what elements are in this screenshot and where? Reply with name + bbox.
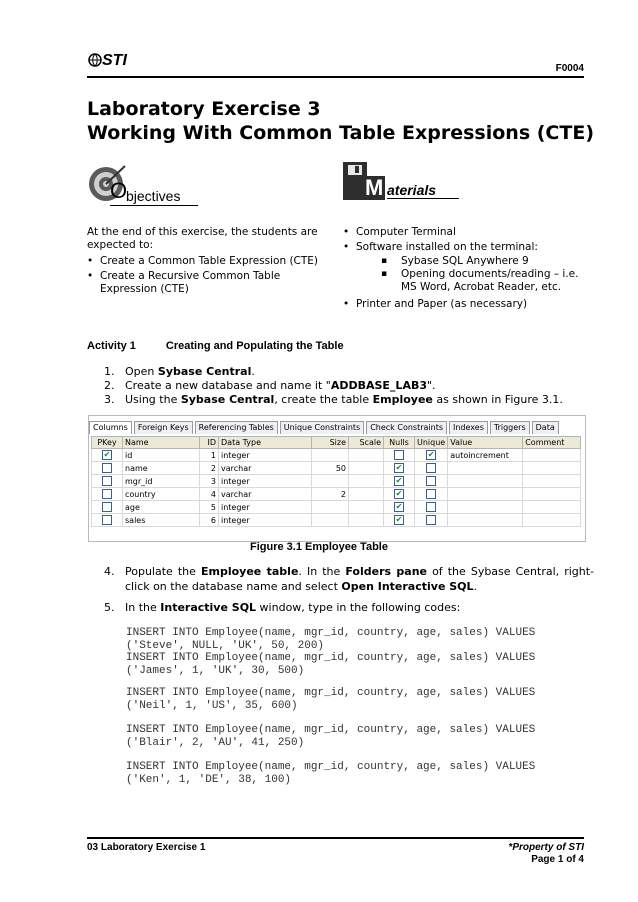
col-header-unique[interactable]: Unique bbox=[415, 437, 448, 449]
step-text: of the Sybase Central, right-click on the database name and select bbox=[125, 565, 595, 593]
footer-page-number: Page 1 of 4 bbox=[531, 854, 584, 865]
col-header-comment[interactable]: Comment bbox=[523, 437, 581, 449]
cell-data-type: integer bbox=[219, 449, 312, 462]
col-header-scale[interactable]: Scale bbox=[349, 437, 384, 449]
col-header-id[interactable]: ID bbox=[200, 437, 219, 449]
objective-item: • Create a Recursive Common Table Expression (CTE) bbox=[87, 270, 327, 296]
code-block: INSERT INTO Employee(name, mgr_id, country, age, sales) VALUES ('Neil', 1, 'US', 35, 600) bbox=[126, 687, 536, 712]
nulls-cell bbox=[384, 488, 415, 501]
step-item bbox=[104, 393, 594, 406]
cell-scale bbox=[349, 449, 384, 462]
cell-data-type: integer bbox=[219, 475, 312, 488]
cell-value: autoincrement bbox=[448, 449, 523, 462]
grid-row[interactable] bbox=[92, 462, 581, 475]
cell-name: mgr_id bbox=[123, 475, 200, 488]
nulls-checkbox[interactable]: ✔ bbox=[395, 515, 403, 524]
cell-id: 4 bbox=[200, 488, 219, 501]
footer-left: 03 Laboratory Exercise 1 bbox=[87, 842, 206, 853]
step-bold: Employee bbox=[372, 393, 433, 406]
objectives-section bbox=[87, 226, 327, 298]
nulls-checkbox[interactable]: ✔ bbox=[395, 489, 403, 498]
pkey-cell bbox=[92, 501, 123, 514]
pkey-cell bbox=[92, 462, 123, 475]
nulls-cell bbox=[384, 449, 415, 462]
activity-heading bbox=[87, 340, 344, 352]
footer-rule bbox=[87, 837, 584, 839]
unique-cell bbox=[415, 501, 448, 514]
cell-size bbox=[312, 449, 349, 462]
unique-checkbox[interactable]: ✔ bbox=[427, 450, 435, 459]
material-item-label: Software installed on the terminal: bbox=[356, 241, 538, 253]
cell-size bbox=[312, 514, 349, 527]
activity-title: Creating and Populating the Table bbox=[165, 340, 344, 352]
step-text: Populate the bbox=[125, 565, 201, 578]
header-rule bbox=[87, 76, 584, 78]
step-text: . bbox=[251, 365, 255, 378]
step-number: 5. bbox=[104, 601, 115, 614]
steps-list bbox=[104, 365, 594, 407]
step-bold: Folders pane bbox=[345, 565, 428, 578]
grid-header-row bbox=[92, 437, 581, 449]
objective-item: • Create a Common Table Expression (CTE) bbox=[87, 255, 327, 268]
material-item: • Computer Terminal bbox=[343, 226, 588, 239]
logo-text: STI bbox=[102, 52, 127, 69]
step-text: Using the bbox=[125, 393, 181, 406]
unique-cell bbox=[415, 462, 448, 475]
code-block: INSERT INTO Employee(name, mgr_id, country, age, sales) VALUES ('Ken', 1, 'DE', 38, 100) bbox=[126, 761, 536, 786]
step-4 bbox=[104, 564, 594, 594]
cell-size bbox=[312, 475, 349, 488]
col-header-name[interactable]: Name bbox=[123, 437, 200, 449]
objectives-underline bbox=[110, 205, 198, 206]
pkey-checkbox[interactable]: ✔ bbox=[103, 450, 111, 459]
step-text: Create a new database and name it " bbox=[125, 379, 331, 392]
unique-checkbox[interactable] bbox=[426, 515, 436, 525]
cell-id: 5 bbox=[200, 501, 219, 514]
material-sub-item: ▪ Opening documents/reading – i.e. MS Word, Acrobat Reader, etc. bbox=[343, 268, 588, 294]
cell-comment bbox=[523, 501, 581, 514]
figure-caption: Figure 3.1 Employee Table bbox=[250, 541, 388, 553]
materials-heading bbox=[343, 162, 461, 200]
step-text: , create the table bbox=[274, 393, 373, 406]
pkey-checkbox[interactable] bbox=[102, 489, 112, 499]
nulls-cell bbox=[384, 475, 415, 488]
tab-unique-constraints[interactable]: Unique Constraints bbox=[280, 421, 364, 434]
cell-name: id bbox=[123, 449, 200, 462]
cell-id: 1 bbox=[200, 449, 219, 462]
nulls-cell bbox=[384, 501, 415, 514]
col-header-data-type[interactable]: Data Type bbox=[219, 437, 312, 449]
unique-checkbox[interactable] bbox=[426, 463, 436, 473]
objectives-heading bbox=[88, 162, 198, 207]
grid-row[interactable] bbox=[92, 501, 581, 514]
page-title bbox=[87, 97, 594, 145]
grid-row[interactable] bbox=[92, 488, 581, 501]
unique-checkbox[interactable] bbox=[426, 489, 436, 499]
form-code: F0004 bbox=[555, 63, 584, 74]
cell-name: name bbox=[123, 462, 200, 475]
title-line-2: Working With Common Table Expressions (CTE) bbox=[87, 122, 594, 144]
pkey-cell bbox=[92, 488, 123, 501]
pkey-checkbox[interactable] bbox=[102, 476, 112, 486]
nulls-checkbox[interactable]: ✔ bbox=[395, 476, 403, 485]
step-text: as shown in Figure 3.1. bbox=[432, 393, 563, 406]
cell-value bbox=[448, 475, 523, 488]
cell-id: 6 bbox=[200, 514, 219, 527]
tab-triggers[interactable]: Triggers bbox=[490, 421, 530, 434]
step-bold: Sybase Central bbox=[180, 393, 275, 406]
pkey-checkbox[interactable] bbox=[102, 515, 112, 525]
objectives-initial: O bbox=[110, 178, 128, 203]
cell-name: age bbox=[123, 501, 200, 514]
cell-comment bbox=[523, 514, 581, 527]
step-number: 2. bbox=[104, 379, 115, 392]
cell-size: 2 bbox=[312, 488, 349, 501]
step-text: . bbox=[473, 580, 478, 593]
code-block: INSERT INTO Employee(name, mgr_id, country, age, sales) VALUES ('Steve', NULL, 'UK', 50, 200) INSERT INTO Employee(name, mgr_id, country, age, sales) VALUES ('James', 1, 'UK', 30, 500) bbox=[126, 627, 536, 677]
tab-foreign-keys[interactable]: Foreign Keys bbox=[134, 421, 193, 434]
sti-globe-icon bbox=[88, 53, 102, 67]
cell-comment bbox=[523, 449, 581, 462]
col-header-size[interactable]: Size bbox=[312, 437, 349, 449]
step-text: window, type in the following codes: bbox=[256, 601, 461, 614]
materials-section bbox=[343, 226, 588, 313]
nulls-cell bbox=[384, 514, 415, 527]
nulls-cell bbox=[384, 462, 415, 475]
cell-size: 50 bbox=[312, 462, 349, 475]
materials-title: aterials bbox=[387, 182, 437, 198]
material-sub-item: ▪ Sybase SQL Anywhere 9 bbox=[343, 255, 588, 268]
cell-data-type: varchar bbox=[219, 488, 312, 501]
code-block: INSERT INTO Employee(name, mgr_id, country, age, sales) VALUES ('Blair', 2, 'AU', 41, 250) bbox=[126, 724, 536, 749]
cell-size bbox=[312, 501, 349, 514]
material-item: • Printer and Paper (as necessary) bbox=[343, 298, 588, 311]
grid-row[interactable] bbox=[92, 449, 581, 462]
cell-comment bbox=[523, 475, 581, 488]
step-number: 3. bbox=[104, 393, 115, 406]
tab-columns[interactable]: Columns bbox=[89, 421, 132, 434]
nulls-checkbox[interactable] bbox=[394, 450, 404, 460]
cell-value bbox=[448, 514, 523, 527]
step-text: Open bbox=[125, 365, 158, 378]
tab-data[interactable]: Data bbox=[532, 421, 559, 434]
materials-underline bbox=[387, 198, 459, 199]
tab-referencing-tables[interactable]: Referencing Tables bbox=[195, 421, 278, 434]
step-bold: Sybase Central bbox=[157, 365, 252, 378]
unique-cell bbox=[415, 488, 448, 501]
cell-id: 2 bbox=[200, 462, 219, 475]
unique-checkbox[interactable] bbox=[426, 502, 436, 512]
unique-cell bbox=[415, 514, 448, 527]
step-bold: Interactive SQL bbox=[160, 601, 257, 614]
tab-check-constraints[interactable]: Check Constraints bbox=[366, 421, 447, 434]
cell-comment bbox=[523, 462, 581, 475]
col-header-pkey[interactable]: PKey bbox=[92, 437, 123, 449]
cell-data-type: integer bbox=[219, 514, 312, 527]
unique-checkbox[interactable] bbox=[426, 476, 436, 486]
col-header-nulls[interactable]: Nulls bbox=[384, 437, 415, 449]
sti-logo bbox=[88, 52, 127, 70]
col-header-value[interactable]: Value bbox=[448, 437, 523, 449]
cell-id: 3 bbox=[200, 475, 219, 488]
step-bold: ADDBASE_LAB3 bbox=[330, 379, 427, 392]
cell-value bbox=[448, 462, 523, 475]
step-item bbox=[104, 379, 594, 392]
cell-value bbox=[448, 488, 523, 501]
cell-scale bbox=[349, 475, 384, 488]
step-text: ". bbox=[427, 379, 436, 392]
employee-table-figure bbox=[88, 415, 586, 542]
nulls-checkbox[interactable]: ✔ bbox=[395, 463, 403, 472]
cell-scale bbox=[349, 514, 384, 527]
step-item bbox=[104, 365, 594, 378]
cell-name: country bbox=[123, 488, 200, 501]
grid-row[interactable] bbox=[92, 475, 581, 488]
pkey-checkbox[interactable] bbox=[102, 502, 112, 512]
cell-data-type: integer bbox=[219, 501, 312, 514]
cell-scale bbox=[349, 488, 384, 501]
cell-comment bbox=[523, 488, 581, 501]
step-text: . In the bbox=[298, 565, 346, 578]
footer-right bbox=[508, 842, 584, 866]
material-item bbox=[343, 241, 588, 294]
step-number: 4. bbox=[104, 565, 115, 578]
step-text: In the bbox=[125, 601, 161, 614]
pkey-cell bbox=[92, 514, 123, 527]
step-bold: Open Interactive SQL bbox=[341, 580, 474, 593]
materials-initial: M bbox=[365, 175, 384, 200]
objectives-title: bjectives bbox=[126, 188, 181, 204]
unique-cell bbox=[415, 449, 448, 462]
figure-tab-bar bbox=[89, 421, 561, 434]
step-number: 1. bbox=[104, 365, 115, 378]
step-bold: Employee table bbox=[200, 565, 299, 578]
pkey-cell bbox=[92, 475, 123, 488]
activity-number: Activity 1 bbox=[87, 340, 136, 352]
unique-cell bbox=[415, 475, 448, 488]
cell-value bbox=[448, 501, 523, 514]
title-line-1: Laboratory Exercise 3 bbox=[87, 98, 321, 120]
objectives-intro: At the end of this exercise, the students are expected to: bbox=[87, 226, 318, 251]
pkey-cell bbox=[92, 449, 123, 462]
cell-name: sales bbox=[123, 514, 200, 527]
tab-indexes[interactable]: Indexes bbox=[449, 421, 488, 434]
footer-property: *Property of STI bbox=[508, 842, 584, 853]
cell-data-type: varchar bbox=[219, 462, 312, 475]
grid-row[interactable] bbox=[92, 514, 581, 527]
step-5 bbox=[104, 600, 594, 615]
cell-scale bbox=[349, 501, 384, 514]
cell-scale bbox=[349, 462, 384, 475]
columns-grid bbox=[91, 436, 581, 527]
nulls-checkbox[interactable]: ✔ bbox=[395, 502, 403, 511]
pkey-checkbox[interactable] bbox=[102, 463, 112, 473]
